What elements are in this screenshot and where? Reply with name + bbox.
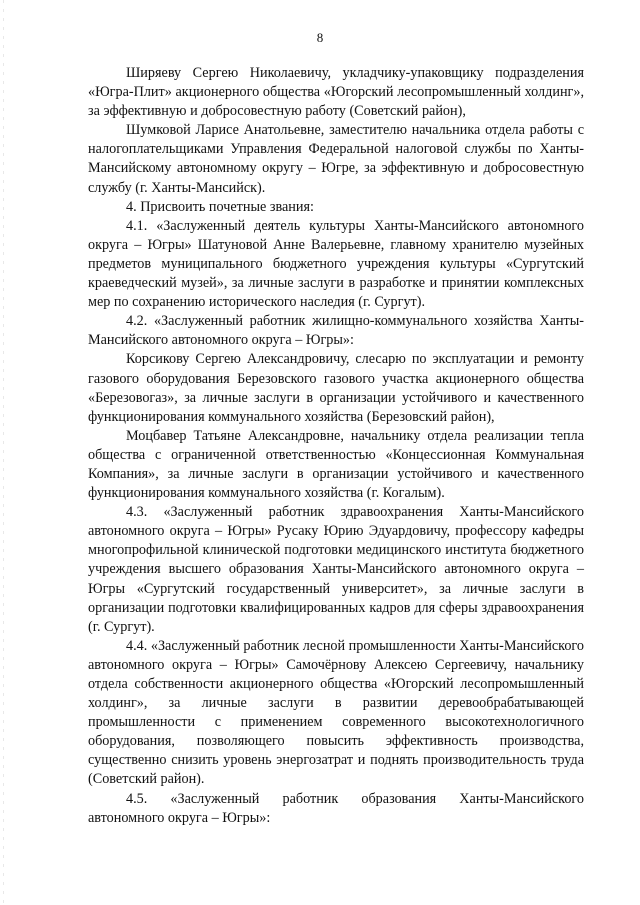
paragraph-4-5: 4.5. «Заслуженный работник образования Ханты-Мансийского автономного округа – Югры»: [88,790,584,826]
paragraph-4-1: 4.1. «Заслуженный деятель культуры Ханты-Мансийского автономного округа – Югры» Шатуновой Анне Валерьевне, главному хранителю музейных предметов муниципального бюджетного учреждения культуры «Сургутский краеведческий музей», за личные заслуги в разработке и принятии комплексных мер по сохранению исторического наследия (г. Сургут). [88,217,584,311]
paragraph-korsikov: Корсикову Сергею Александровичу, слесарю по эксплуатации и ремонту газового оборудования Березовского газового участка акционерного общества «Березовогаз», за личные заслуги в организации устойчивого и качественного функционирования коммунального хозяйства (Березовский район), [88,351,584,425]
paragraph-motsbaver: Моцбавер Татьяне Александровне, начальнику отдела реализации тепла общества с ограниченной ответственностью «Концессионная Коммунальная Компания», за личные заслуги в организации устойчивого и качественного функционирования коммунального хозяйства (г. Когалым). [88,427,584,502]
paragraph-4-3: 4.3. «Заслуженный работник здравоохранения Ханты-Мансийского автономного округа – Югры» Русаку Юрию Эдуардовичу, профессору кафедры многопрофильной клинической подготовки медицинского института бюджетного учреждения высшего образования Ханты-Мансийского автономного округа – Югры «Сургутский государственный университет», за личные заслуги в организации подготовки квалифицированных кадров для сферы здравоохранения (г. Сургут). [88,504,584,635]
paragraph-4-4: 4.4. «Заслуженный работник лесной промышленности Ханты-Мансийского автономного округа – Югры» Самочёрнову Алексею Сергеевичу, начальнику отдела собственности акционерного общества «Югорский лесопромышленный холдинг», за личные заслуги в развитии деревообрабатывающей промышленности с применением современного высокотехнологичного оборудования, позволяющего повысить эффективность производства, существенно снизить уровень энергозатрат и поднять производительность труда (Советский район). [88,637,584,788]
paragraph-section-4-heading: 4. Присвоить почетные звания: [126,198,314,215]
paragraph-4-2: 4.2. «Заслуженный работник жилищно-коммунального хозяйства Ханты-Мансийского автономного округа – Югры»: [88,313,584,349]
paragraph-shumkova: Шумковой Ларисе Анатольевне, заместителю начальника отдела работы с налогоплательщиками Управления Федеральной налоговой службы по Ханты-Мансийскому автономному округу – Югре, за эффективную и добросовестную службу (г. Ханты-Мансийск). [88,122,584,196]
scan-edge-artifact [3,0,4,905]
document-body [88,64,584,828]
page-number: 8 [316,30,324,45]
paragraph-shiryaev: Ширяеву Сергею Николаевичу, укладчику-упаковщику подразделения «Югра-Плит» акционерного общества «Югорский лесопромышленный холдинг», за эффективную и добросовестную работу (Советский район), [88,65,584,120]
